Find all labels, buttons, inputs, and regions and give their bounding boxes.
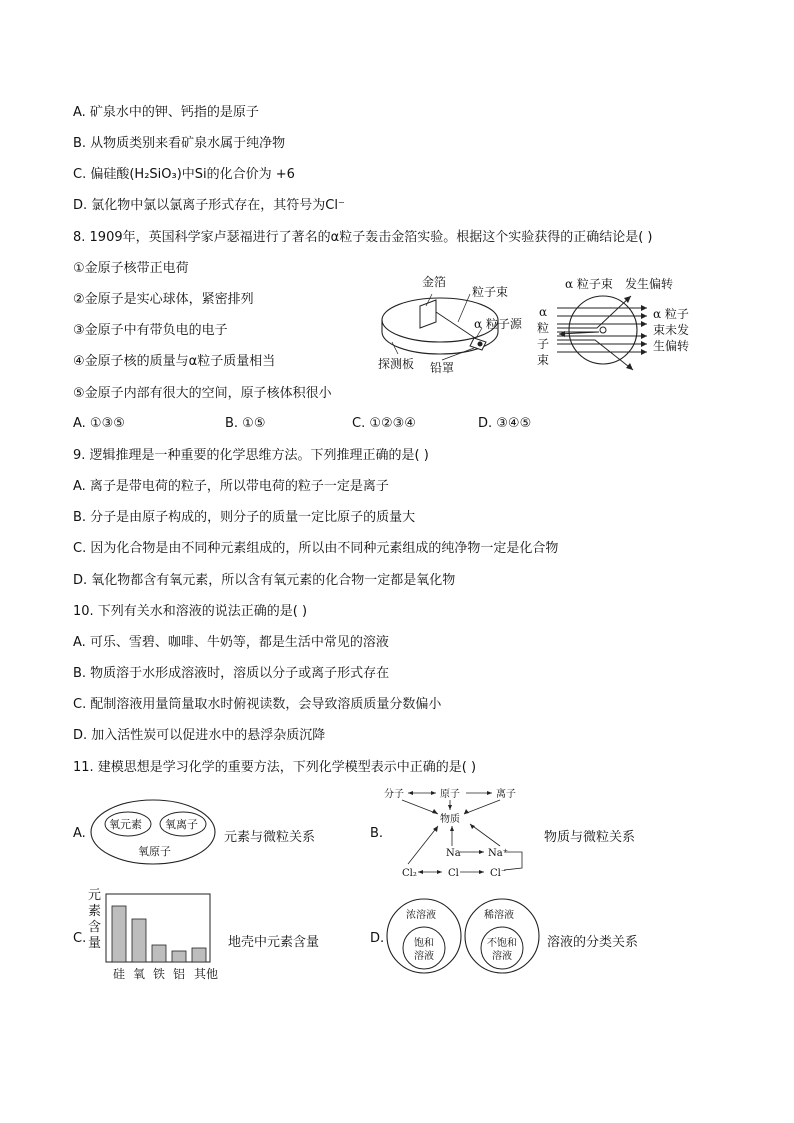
q11-a-letter: A. [73, 826, 86, 841]
ylabel-char-3: 含 [88, 920, 102, 935]
solution-classification-diagram [384, 896, 548, 976]
na-plus-label: Na⁺ [488, 848, 508, 859]
bar-oxygen [132, 919, 146, 962]
bar-aluminum [172, 951, 186, 962]
alpha-vertical-4: 束 [537, 353, 550, 367]
q9-option-d: D. 氧化物都含有氧元素，所以含有氧元素的化合物一定都是氧化物 [73, 573, 456, 588]
q11-a-caption: 元素与微粒关系 [224, 830, 316, 845]
alpha-vertical-2: 粒 [537, 321, 550, 335]
detector-label: 探测板 [378, 357, 415, 371]
q10-option-d: D. 加入活性炭可以促进水中的悬浮杂质沉降 [73, 728, 326, 743]
substance-particle-diagram [380, 784, 540, 882]
cat-aluminum: 铝 [173, 967, 186, 981]
cat-others: 其他 [194, 967, 219, 981]
saturated-label-2: 溶液 [414, 951, 434, 962]
alpha-vertical-1: α [539, 305, 548, 319]
q9-option-a: A. 离子是带电荷的粒子，所以带电荷的粒子一定是离子 [73, 479, 389, 494]
lead-shield-label: 铅罩 [430, 361, 455, 375]
gold-foil-label: 金箔 [422, 275, 447, 289]
q10-option-a: A. 可乐、雪碧、咖啡、牛奶等，都是生活中常见的溶液 [73, 635, 389, 650]
deflected-label: 发生偏转 [625, 277, 674, 291]
cl2-label: Cl₂ [402, 868, 417, 879]
gold-foil-apparatus-figure [370, 258, 540, 378]
q8-stem: 8. 1909年，英国科学家卢瑟福进行了著名的α粒子轰击金箔实验。根据这个实验获得的正确结论是( ) [73, 230, 653, 245]
oxygen-ion-label: 氧离子 [165, 818, 198, 831]
ylabel-char-4: 量 [88, 936, 102, 951]
ion-label: 离子 [496, 789, 516, 800]
bar-silicon [112, 906, 126, 962]
na-label: Na [446, 848, 461, 859]
alpha-scattering-figure [535, 270, 700, 380]
unsaturated-label-1: 不饱和 [487, 938, 517, 949]
dilute-label: 稀溶液 [484, 910, 514, 921]
q11-b-letter: B. [370, 826, 384, 841]
q8-choice-c: C. ①②③④ [352, 416, 416, 431]
q8-item-4: ④金原子核的质量与α粒子质量相当 [73, 354, 276, 369]
ylabel-char-1: 元 [88, 888, 102, 903]
atom-label: 原子 [440, 789, 460, 800]
q10-option-b: B. 物质溶于水形成溶液时，溶质以分子或离子形式存在 [73, 666, 390, 681]
q8-item-2: ②金原子是实心球体，紧密排列 [73, 292, 254, 307]
ylabel-char-2: 素 [88, 904, 102, 919]
q8-item-3: ③金原子中有带负电的电子 [73, 323, 228, 338]
undeflected-label-3: 生偏转 [653, 339, 690, 353]
cat-iron: 铁 [153, 967, 166, 981]
alpha-beam-label: α 粒子束 [565, 277, 613, 291]
saturated-label-1: 饱和 [414, 938, 434, 949]
oxygen-element-label: 氧元素 [109, 818, 142, 831]
q7-option-c: C. 偏硅酸(H₂SiO₃)中Si的化合价为 +6 [73, 167, 295, 182]
q11-d-caption: 溶液的分类关系 [547, 935, 639, 950]
q11-c-caption: 地壳中元素含量 [228, 935, 320, 950]
undeflected-label-2: 束未发 [653, 323, 690, 337]
element-particle-diagram [88, 796, 228, 868]
q11-c-ylabel [88, 888, 102, 952]
q8-choice-b: B. ①⑤ [225, 416, 266, 431]
q8-item-5: ⑤金原子内部有很大的空间，原子核体积很小 [73, 386, 332, 401]
q11-d-letter: D. [370, 931, 385, 946]
q10-option-c: C. 配制溶液用量筒量取水时俯视读数，会导致溶质质量分数偏小 [73, 697, 442, 712]
alpha-vertical-3: 子 [537, 337, 550, 351]
q8-item-1: ①金原子核带正电荷 [73, 261, 189, 276]
molecule-label: 分子 [384, 789, 404, 800]
undeflected-label-1: α 粒子 [653, 307, 689, 321]
particle-beam-label: 粒子束 [472, 285, 509, 299]
q10-stem: 10. 下列有关水和溶液的说法正确的是( ) [73, 604, 308, 619]
cl-minus-label: Cl⁻ [490, 868, 507, 879]
q11-c-letter: C. [73, 931, 87, 946]
unsaturated-label-2: 溶液 [492, 951, 512, 962]
q11-stem: 11. 建模思想是学习化学的重要方法，下列化学模型表示中正确的是( ) [73, 760, 477, 775]
cat-oxygen: 氧 [133, 967, 146, 981]
q9-option-b: B. 分子是由原子构成的，则分子的质量一定比原子的质量大 [73, 510, 416, 525]
q7-option-a: A. 矿泉水中的钾、钙指的是原子 [73, 105, 259, 120]
q8-choice-d: D. ③④⑤ [478, 416, 532, 431]
bar-iron [152, 945, 166, 962]
cat-silicon: 硅 [113, 967, 126, 981]
bar-others [192, 948, 206, 962]
cl-label: Cl [448, 868, 459, 879]
alpha-source-label: α 粒子源 [474, 317, 522, 331]
q9-stem: 9. 逻辑推理是一种重要的化学思维方法。下列推理正确的是( ) [73, 448, 429, 463]
oxygen-atom-label: 氧原子 [138, 845, 171, 858]
substance-label: 物质 [440, 814, 460, 825]
q7-option-b: B. 从物质类别来看矿泉水属于纯净物 [73, 136, 286, 151]
crust-element-bar-chart [104, 892, 224, 984]
q9-option-c: C. 因为化合物是由不同种元素组成的，所以由不同种元素组成的纯净物一定是化合物 [73, 541, 559, 556]
concentrated-label: 浓溶液 [406, 910, 436, 921]
q8-choice-a: A. ①③⑤ [73, 416, 125, 431]
q7-option-d: D. 氯化物中氯以氯离子形式存在，其符号为Cl⁻ [73, 198, 345, 213]
q11-b-caption: 物质与微粒关系 [544, 830, 636, 845]
